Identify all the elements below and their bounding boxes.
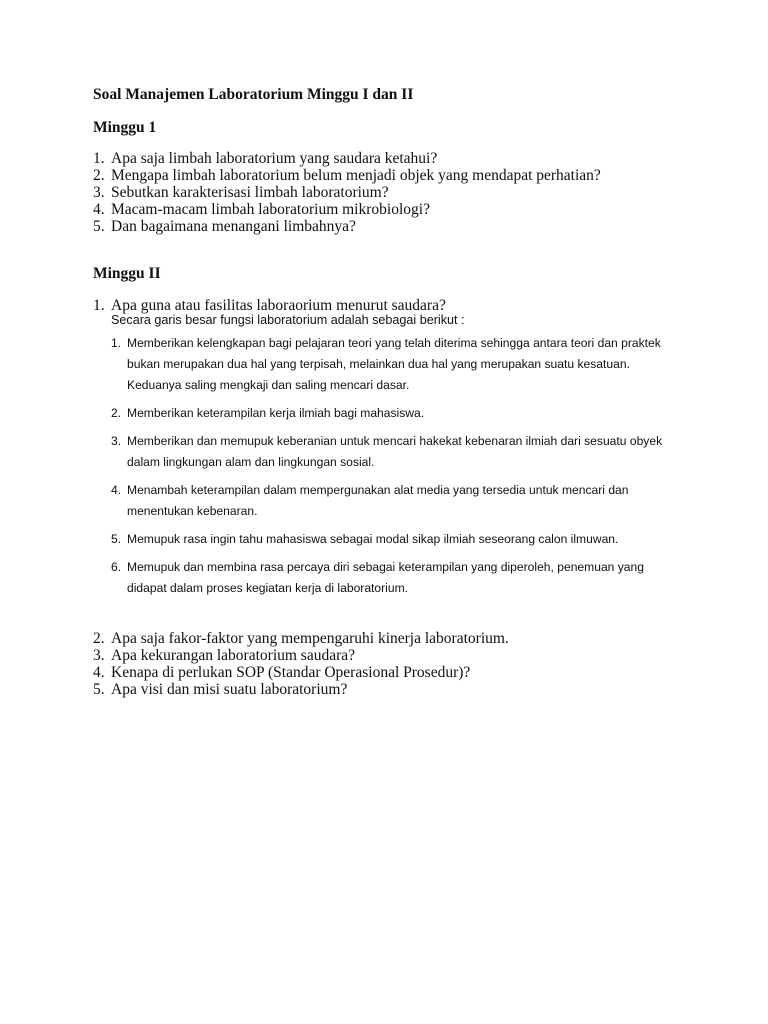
item-number: 5. [93,218,105,235]
list-item [93,681,509,698]
item-number: 3. [93,647,105,664]
item-number: 2. [111,406,122,420]
item-text: Kenapa di perlukan SOP (Standar Operasional Prosedur)? [111,664,471,681]
list-item [93,647,509,664]
week1-heading: Minggu 1 [93,119,157,136]
list-item [93,150,601,167]
item-text: Memberikan keterampilan kerja ilmiah bagi mahasiswa. [127,406,425,420]
item-number: 1. [93,150,105,167]
answer-item [111,480,671,522]
item-text: Sebutkan karakterisasi limbah laboratorium? [111,184,389,201]
item-text: Apa visi dan misi suatu laboratorium? [111,681,348,698]
answer-item [111,431,671,473]
item-number: 6. [111,560,122,574]
week1-question-list [93,150,601,235]
item-text: Memberikan dan memupuk keberanian untuk mencari hakekat kebenaran ilmiah dari sesuatu obyek dalam lingkungan alam dan lingkungan sosial. [127,434,663,469]
list-item [93,167,601,184]
item-number: 1. [93,297,105,314]
list-item [93,297,446,314]
item-text: Memberikan kelengkapan bagi pelajaran teori yang telah diterima sehingga antara teori dan praktek bukan merupakan dua hal yang terpisah, melainkan dua hal yang merupakan suatu kesatuan. Keduanya saling mengkaji dan saling mencari dasar. [127,336,661,392]
item-text: Menambah keterampilan dalam mempergunakan alat media yang tersedia untuk mencari dan menentukan kebenaran. [127,483,629,518]
item-text: Memupuk rasa ingin tahu mahasiswa sebagai modal sikap ilmiah seseorang calon ilmuwan. [127,532,619,546]
week2-heading: Minggu II [93,265,161,282]
document-title: Soal Manajemen Laboratorium Minggu I dan II [93,86,414,103]
answer-list [111,333,671,606]
item-text: Mengapa limbah laboratorium belum menjadi objek yang mendapat perhatian? [111,167,601,184]
item-text: Apa saja fakor-faktor yang mempengaruhi kinerja laboratorium. [111,630,509,647]
item-number: 3. [93,184,105,201]
week2-remaining-questions [93,630,509,698]
item-number: 4. [93,664,105,681]
list-item [93,630,509,647]
item-number: 1. [111,336,122,350]
answer-item [111,333,671,396]
answer-item [111,557,671,599]
item-text: Apa guna atau fasilitas laboraorium menurut saudara? [111,297,446,314]
list-item [93,218,601,235]
item-number: 2. [93,630,105,647]
item-number: 5. [111,532,122,546]
item-number: 3. [111,434,122,448]
answer-item [111,529,671,550]
item-number: 5. [93,681,105,698]
list-item [93,184,601,201]
item-text: Apa kekurangan laboratorium saudara? [111,647,356,664]
week2-first-question [93,297,446,314]
item-text: Memupuk dan membina rasa percaya diri sebagai keterampilan yang diperoleh, penemuan yang didapat dalam proses kegiatan kerja di laboratorium. [127,560,644,595]
answer-item [111,403,671,424]
item-text: Macam-macam limbah laboratorium mikrobiologi? [111,201,430,218]
item-number: 4. [111,483,122,497]
item-text: Apa saja limbah laboratorium yang saudara ketahui? [111,150,438,167]
item-number: 2. [93,167,105,184]
list-item [93,201,601,218]
list-item [93,664,509,681]
answer-intro: Secara garis besar fungsi laboratorium adalah sebagai berikut : [111,313,465,327]
item-text: Dan bagaimana menangani limbahnya? [111,218,356,235]
item-number: 4. [93,201,105,218]
